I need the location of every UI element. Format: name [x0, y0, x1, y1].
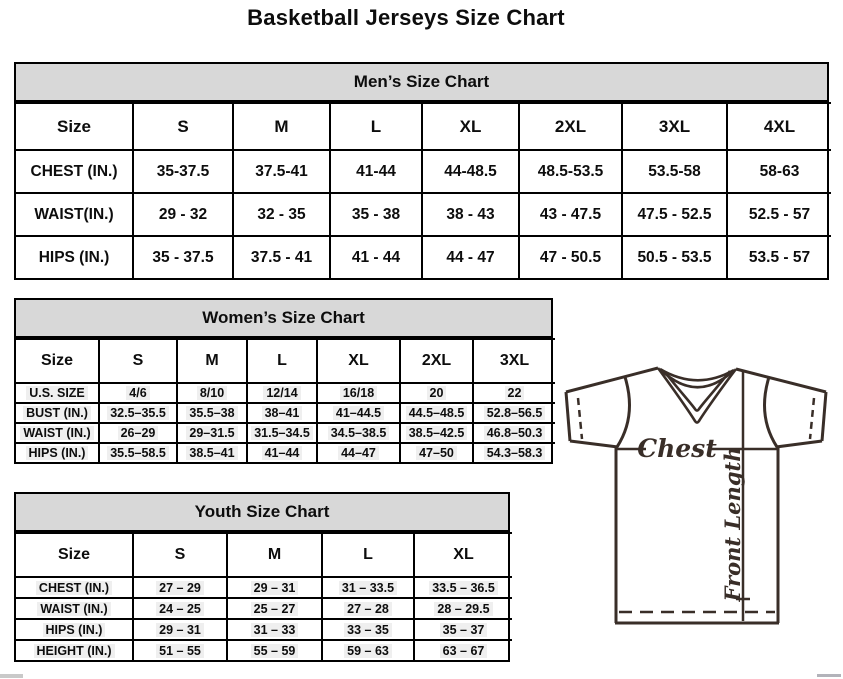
page-title: Basketball Jerseys Size Chart [247, 5, 565, 30]
value-cell: 53.5 - 57 [727, 236, 831, 278]
table-row [16, 403, 555, 423]
value-cell: 44–47 [317, 443, 400, 462]
youth-chart-title: Youth Size Chart [16, 494, 508, 532]
right-sleeve-outer [822, 392, 826, 441]
hscrollbar-left-fragment[interactable] [0, 674, 23, 678]
table-row [16, 193, 831, 236]
table-row [16, 640, 512, 660]
value-cell: 31.5–34.5 [247, 423, 317, 443]
row-label-cell: HEIGHT (IN.) [16, 640, 133, 660]
size-header-row [16, 339, 555, 383]
column-header-cell: S [133, 103, 233, 150]
table-row [16, 443, 555, 462]
table-row [16, 383, 555, 403]
value-cell: 48.5-53.5 [519, 150, 622, 193]
column-header-cell: 2XL [519, 103, 622, 150]
value-cell: 31 – 33.5 [322, 577, 414, 598]
row-label-cell: HIPS (IN.) [16, 236, 133, 278]
mens-chart-title: Men’s Size Chart [16, 64, 827, 102]
value-cell: 44.5–48.5 [400, 403, 473, 423]
value-cell: 47.5 - 52.5 [622, 193, 727, 236]
value-cell: 26–29 [99, 423, 177, 443]
row-label-cell: U.S. SIZE [16, 383, 99, 403]
value-cell: 41–44.5 [317, 403, 400, 423]
column-header-cell: L [322, 533, 414, 577]
column-header-cell: S [133, 533, 227, 577]
value-cell: 22 [473, 383, 555, 403]
left-sleeve-outer [566, 392, 570, 441]
size-header-row [16, 103, 831, 150]
value-cell: 52.5 - 57 [727, 193, 831, 236]
right-sleeve-bottom [776, 441, 822, 447]
value-cell: 20 [400, 383, 473, 403]
value-cell: 47–50 [400, 443, 473, 462]
column-header-cell: M [177, 339, 247, 383]
value-cell: 4/6 [99, 383, 177, 403]
value-cell: 35 – 37 [414, 619, 512, 640]
row-label-cell: HIPS (IN.) [16, 619, 133, 640]
right-cuff-dashed-line [810, 398, 814, 439]
value-cell: 32 - 35 [233, 193, 330, 236]
column-header-cell: Size [16, 339, 99, 383]
column-header-cell: L [247, 339, 317, 383]
column-header-cell: 2XL [400, 339, 473, 383]
value-cell: 38–41 [247, 403, 317, 423]
value-cell: 16/18 [317, 383, 400, 403]
front-length-label: Front Length [720, 446, 745, 602]
table-row [16, 577, 512, 598]
value-cell: 53.5-58 [622, 150, 727, 193]
value-cell: 59 – 63 [322, 640, 414, 660]
measurement-lines [617, 371, 777, 621]
value-cell: 50.5 - 53.5 [622, 236, 727, 278]
value-cell: 12/14 [247, 383, 317, 403]
jersey-outline [566, 368, 826, 623]
right-sleeve-seam [765, 377, 778, 447]
table-row [16, 598, 512, 619]
column-header-cell: Size [16, 533, 133, 577]
value-cell: 32.5–35.5 [99, 403, 177, 423]
value-cell: 33.5 – 36.5 [414, 577, 512, 598]
value-cell: 8/10 [177, 383, 247, 403]
value-cell: 47 - 50.5 [519, 236, 622, 278]
value-cell: 44 - 47 [422, 236, 519, 278]
mens-size-chart [14, 62, 829, 280]
value-cell: 51 – 55 [133, 640, 227, 660]
value-cell: 37.5-41 [233, 150, 330, 193]
left-cuff-dashed-line [578, 398, 582, 439]
value-cell: 38 - 43 [422, 193, 519, 236]
table-row [16, 150, 831, 193]
value-cell: 43 - 47.5 [519, 193, 622, 236]
value-cell: 52.8–56.5 [473, 403, 555, 423]
womens-chart-title: Women’s Size Chart [16, 300, 551, 338]
value-cell: 54.3–58.3 [473, 443, 555, 462]
table-row [16, 236, 831, 278]
value-cell: 29–31.5 [177, 423, 247, 443]
column-header-cell: M [227, 533, 322, 577]
row-label-cell: CHEST (IN.) [16, 577, 133, 598]
value-cell: 38.5–41 [177, 443, 247, 462]
row-label-cell: HIPS (IN.) [16, 443, 99, 462]
row-label-cell: WAIST (IN.) [16, 598, 133, 619]
row-label-cell: CHEST (IN.) [16, 150, 133, 193]
womens-size-chart [14, 298, 553, 464]
column-header-cell: L [330, 103, 422, 150]
column-header-cell: XL [414, 533, 512, 577]
column-header-cell: 3XL [622, 103, 727, 150]
value-cell: 28 – 29.5 [414, 598, 512, 619]
left-shoulder-line [566, 368, 658, 392]
value-cell: 35 - 37.5 [133, 236, 233, 278]
value-cell: 58-63 [727, 150, 831, 193]
womens-size-table [16, 338, 555, 462]
chest-label: Chest [637, 434, 717, 463]
table-row [16, 619, 512, 640]
value-cell: 29 – 31 [133, 619, 227, 640]
left-sleeve-bottom [570, 441, 618, 447]
value-cell: 29 – 31 [227, 577, 322, 598]
value-cell: 35 - 38 [330, 193, 422, 236]
size-header-row [16, 533, 512, 577]
row-label-cell: WAIST(IN.) [16, 193, 133, 236]
right-shoulder-line [736, 369, 826, 392]
value-cell: 63 – 67 [414, 640, 512, 660]
jersey-measurement-diagram [555, 358, 843, 633]
value-cell: 44-48.5 [422, 150, 519, 193]
value-cell: 38.5–42.5 [400, 423, 473, 443]
column-header-cell: 3XL [473, 339, 555, 383]
column-header-cell: S [99, 339, 177, 383]
value-cell: 29 - 32 [133, 193, 233, 236]
value-cell: 24 – 25 [133, 598, 227, 619]
value-cell: 35.5–38 [177, 403, 247, 423]
column-header-cell: M [233, 103, 330, 150]
collar [658, 368, 736, 423]
value-cell: 27 – 28 [322, 598, 414, 619]
value-cell: 41-44 [330, 150, 422, 193]
youth-size-chart [14, 492, 510, 662]
column-header-cell: Size [16, 103, 133, 150]
value-cell: 46.8–50.3 [473, 423, 555, 443]
row-label-cell: BUST (IN.) [16, 403, 99, 423]
hscrollbar-right-fragment[interactable] [817, 674, 841, 677]
value-cell: 25 – 27 [227, 598, 322, 619]
value-cell: 41–44 [247, 443, 317, 462]
value-cell: 33 – 35 [322, 619, 414, 640]
value-cell: 27 – 29 [133, 577, 227, 598]
mens-size-table [16, 102, 831, 278]
value-cell: 37.5 - 41 [233, 236, 330, 278]
table-row [16, 423, 555, 443]
column-header-cell: XL [317, 339, 400, 383]
value-cell: 35-37.5 [133, 150, 233, 193]
value-cell: 35.5–58.5 [99, 443, 177, 462]
value-cell: 34.5–38.5 [317, 423, 400, 443]
value-cell: 31 – 33 [227, 619, 322, 640]
left-sleeve-seam [617, 377, 630, 447]
youth-size-table [16, 532, 512, 660]
collar-band-arc-2 [661, 370, 733, 387]
value-cell: 41 - 44 [330, 236, 422, 278]
column-header-cell: XL [422, 103, 519, 150]
value-cell: 55 – 59 [227, 640, 322, 660]
row-label-cell: WAIST (IN.) [16, 423, 99, 443]
column-header-cell: 4XL [727, 103, 831, 150]
